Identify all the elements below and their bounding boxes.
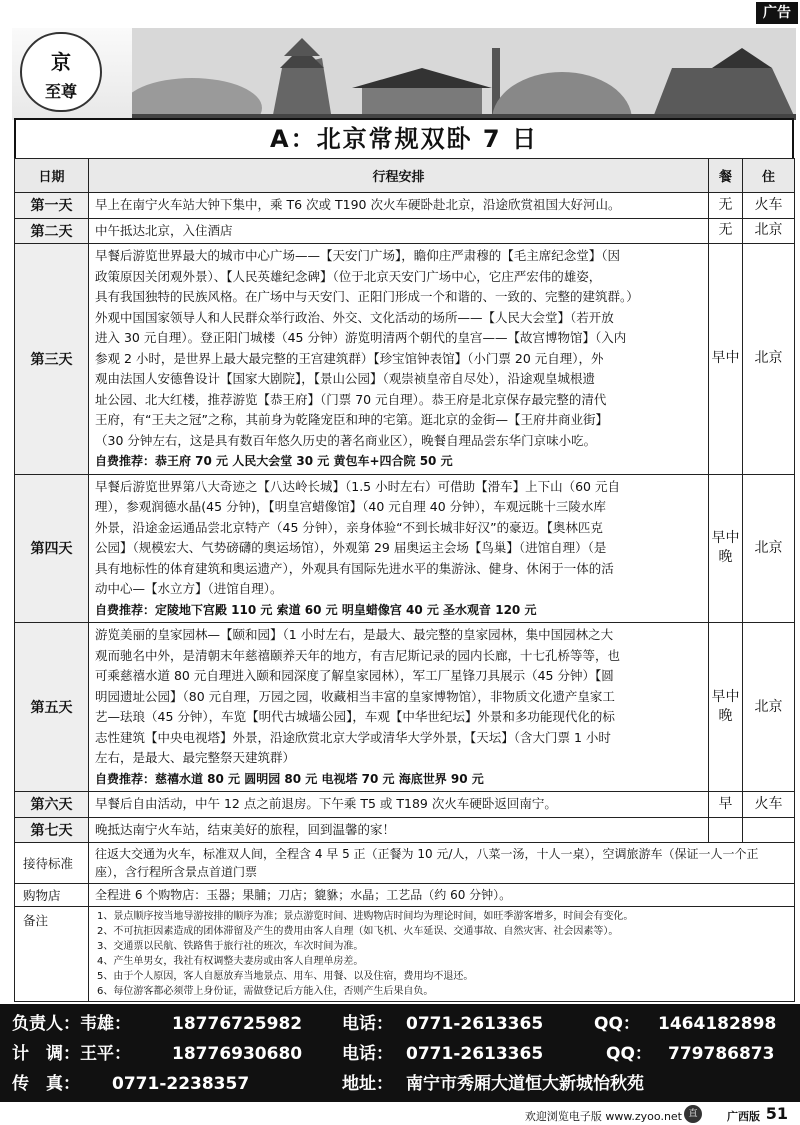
day-label: 第五天 <box>15 623 89 792</box>
note-item: 5、由于个人原因，客人自愿放弃当地景点、用车、用餐、以及住宿，费用均不退还。 <box>97 971 474 982</box>
note-item: 2、不可抗拒因素造成的团体滞留及产生的费用由客人自理（如飞机、火车延误、交通事故、自然灾害、社会因素等）。 <box>97 926 619 937</box>
desc-line: 早上在南宁火车站大钟下集中，乘 T6 次或 T190 次火车硬卧赴北京，沿途欣赏祖国大好河山。 <box>95 197 621 212</box>
header-meal: 餐 <box>709 159 743 193</box>
day-label: 第六天 <box>15 792 89 818</box>
note-item: 6、每位游客都必须带上身份证，需做登记后方能入住，否则产生后果自负。 <box>97 986 434 997</box>
reception-standard-row <box>15 843 795 884</box>
contact-mobile: 18776725982 <box>172 1014 303 1034</box>
day-stay: 火车 <box>743 193 795 219</box>
shopping-label: 购物店 <box>15 884 89 907</box>
footer-edition: 广西版 <box>727 1110 760 1123</box>
page-number: 51 <box>765 1104 788 1123</box>
page-title: A：北京常规双卧 7 日 <box>14 118 794 158</box>
day-stay: 北京 <box>743 474 795 623</box>
contact-qq-label: QQ： <box>606 1044 652 1064</box>
address-label: 地址： <box>342 1074 393 1094</box>
ad-tag: 广告 <box>756 2 798 24</box>
contact-qq: 1464182898 <box>658 1014 777 1034</box>
desc-line: 早餐后自由活动，中午 12 点之前退房。下午乘 T5 或 T189 次火车硬卧返回南宁。 <box>95 796 557 811</box>
desc-line: 具有地标性的体育建筑和奥运遗产），外观具有国际先进水平的集游泳、健身、休闲于一体的活 <box>95 560 614 576</box>
day-stay: 北京 <box>743 218 795 244</box>
fax-label: 传 真： <box>12 1074 80 1094</box>
note-item: 4、产生单男女，我社有权调整夫妻房或由客人自理单房差。 <box>97 956 364 967</box>
reception-label: 接待标准 <box>15 843 89 884</box>
desc-line: （30 分钟左右，这是具有数百年悠久历史的著名商业区），晚餐自理品尝东华门京味小吃。 <box>95 432 597 448</box>
notes-row <box>15 907 795 1002</box>
shopping-text: 全程进 6 个购物店：玉器；果脯；刀店；貔貅；水晶；工艺品（约 60 分钟）。 <box>89 884 795 907</box>
day-meal: 无 <box>709 193 743 219</box>
day-meal: 早中晚 <box>709 623 743 792</box>
contact-mobile: 18776930680 <box>172 1044 303 1064</box>
contact-person-label: 负责人：韦雄： <box>12 1014 131 1034</box>
day-description <box>89 474 709 623</box>
desc-line: 明园遗址公园】（80 元自理，万园之园，收藏相当丰富的皇家博物馆），非物质文化遗产皇家工 <box>95 688 615 704</box>
desc-line: 早餐后游览世界最大的城市中心广场——【天安门广场】，瞻仰庄严肃穆的【毛主席纪念堂】（因 <box>95 248 621 263</box>
footer-welcome: 欢迎浏览电子版 www.zyoo.net <box>524 1110 682 1123</box>
day-label: 第四天 <box>15 474 89 623</box>
day-meal: 早中 <box>709 244 743 475</box>
desc-line: 理），参观润德水晶(45 分钟)，【明皇宫蜡像馆】（40 元自理 40 分钟），车观远眺十三陵水库 <box>95 499 606 514</box>
self-pay-recommendation: 自费推荐：恭王府 70 元 人民大会堂 30 元 黄包车+四合院 50 元 <box>95 454 453 468</box>
itinerary-table <box>14 158 795 1002</box>
desc-line: 左右，是最大、最完整祭天建筑群） <box>95 750 296 765</box>
logo-line2: 至尊 <box>44 82 77 101</box>
logo-line1: 京 <box>51 50 71 74</box>
contact-tel: 0771-2613365 <box>406 1044 544 1064</box>
self-pay-recommendation: 自费推荐：慈禧水道 80 元 圆明园 80 元 电视塔 70 元 海底世界 90 元 <box>95 771 484 786</box>
header-date: 日期 <box>15 159 89 193</box>
day-description <box>89 817 709 843</box>
day-description <box>89 623 709 792</box>
notes-label: 备注 <box>15 907 89 1002</box>
reception-text: 往返大交通为火车，标准双人间，全程含 4 早 5 正（正餐为 10 元/人，八菜一汤，十人一桌），空调旅游车（保证一人一个正座），含行程所含景点首道门票 <box>89 843 795 884</box>
day-stay: 北京 <box>743 244 795 475</box>
note-item: 3、交通票以民航、铁路售于旅行社的班次，车次时间为准。 <box>97 941 364 952</box>
beijing-skyline-image <box>132 28 796 120</box>
note-item: 1、景点顺序按当地导游按排的顺序为准；景点游览时间、进购物店时间均为理论时间，如旺季游客增多，时间会有变化。 <box>97 911 634 922</box>
self-pay-recommendation: 自费推荐：定陵地下宫殿 110 元 索道 60 元 明皇蜡像宫 40 元 圣水观音 120 元 <box>95 602 537 617</box>
desc-line: 动中心—【水立方】（进馆自理）。 <box>95 581 283 596</box>
table-row <box>15 623 795 792</box>
desc-line: 观而驰名中外，是清朝末年慈禧颐养天年的地方，有吉尼斯记录的园内长廊，十七孔桥等等，也 <box>95 647 621 663</box>
desc-line: 志性建筑【中央电视塔】外景，沿途欣赏北京大学或清华大学外景，【天坛】（含大门票 1 小时 <box>95 729 611 745</box>
contact-tel: 0771-2613365 <box>406 1014 544 1034</box>
desc-line: 进入 30 元自理）。登正阳门城楼（45 分钟）游览明清两个朝代的皇宫——【故宫博物馆】（入内 <box>95 330 627 345</box>
day-label: 第三天 <box>15 244 89 475</box>
table-row <box>15 792 795 818</box>
table-row <box>15 474 795 623</box>
table-header-row <box>15 159 795 193</box>
desc-line: 早餐后游览世界第八大奇迹之【八达岭长城】（1.5 小时左右）可借助【滑车】上下山（60 元自 <box>95 478 620 494</box>
desc-line: 具有我国独特的民族风格。在广场中与天安门、正阳门形成一个和谐的、一致的、完整的建筑群。） <box>95 289 639 304</box>
day-meal: 早中晚 <box>709 474 743 623</box>
desc-line: 政策原因关闭观外景）、【人民英雄纪念碑】（位于北京天安门广场中心，它庄严宏伟的雄姿， <box>95 268 602 284</box>
table-row <box>15 817 795 843</box>
contact-tel-label: 电话： <box>342 1044 393 1064</box>
contact-tel-label: 电话： <box>342 1014 393 1034</box>
contact-qq: 779786873 <box>668 1044 775 1064</box>
day-label: 第一天 <box>15 193 89 219</box>
header-banner <box>12 28 796 120</box>
desc-line: 中午抵达北京，入住酒店 <box>95 222 233 238</box>
day-stay: 北京 <box>743 623 795 792</box>
day-label: 第七天 <box>15 817 89 843</box>
table-row <box>15 193 795 219</box>
desc-line: 公园】（规模宏大、气势磅礴的奥运场馆），外观第 29 届奥运主会场【鸟巢】（进馆自理）（是 <box>95 540 607 555</box>
day-stay: 火车 <box>743 792 795 818</box>
day-meal: 无 <box>709 218 743 244</box>
table-row <box>15 244 795 475</box>
fax-number: 0771-2238357 <box>112 1074 250 1094</box>
day-meal: 早 <box>709 792 743 818</box>
day-description <box>89 792 709 818</box>
desc-line: 外观中国国家领导人和人民群众举行政治、外交、文化活动的场所——【人民大会堂】（若开放 <box>95 309 614 325</box>
desc-line: 晚抵达南宁火车站，结束美好的旅程，回到温馨的家！ <box>95 821 396 837</box>
desc-line: 王府，有“王夫之冠”之称，其前身为乾隆宠臣和珅的宅第。逛北京的金街—【王府井商业街】 <box>95 412 608 427</box>
desc-line: 可乘慈禧水道 80 元自理进入颐和园深度了解皇家园林），军工厂星锋刀具展示（45 分钟）【圆 <box>95 668 614 683</box>
notes-list <box>89 907 795 1002</box>
desc-line: 址公园、北大红楼，推荐游览【恭王府】（门票 70 元自理）。恭王府是北京保存最完整的清代 <box>95 391 607 407</box>
desc-line: 游览美丽的皇家园林—【颐和园】（1 小时左右，是最大、最完整的皇家园林，集中国园林之大 <box>95 627 614 642</box>
contact-block <box>0 1004 800 1102</box>
page-footer <box>0 1102 800 1125</box>
desc-line: 参观 2 小时，是世界上最大最完整的王宫建筑群）【珍宝馆钟表馆】（小门票 20 元自理），外 <box>95 350 604 366</box>
address-text: 南宁市秀厢大道恒大新城怡秋苑 <box>406 1074 644 1094</box>
desc-line: 艺—珐琅（45 分钟），车览【明代古城墙公园】，车观【中华世纪坛】外景和多功能现代化的标 <box>95 709 615 724</box>
publisher-icon: 直 <box>684 1105 702 1123</box>
day-meal <box>709 817 743 843</box>
day-description <box>89 193 709 219</box>
day-description <box>89 218 709 244</box>
day-description <box>89 244 709 475</box>
desc-line: 观由法国人安德鲁设计【国家大剧院】，【景山公园】（观崇祯皇帝自尽处），沿途观皇城根遗 <box>95 371 596 386</box>
header-schedule: 行程安排 <box>89 159 709 193</box>
day-stay <box>743 817 795 843</box>
day-label: 第二天 <box>15 218 89 244</box>
table-row <box>15 218 795 244</box>
shopping-row <box>15 884 795 907</box>
desc-line: 外景，沿途金运通品尝北京特产（45 分钟），亲身体验“不到长城非好汉”的豪迈。【奥林匹克 <box>95 519 603 535</box>
brand-logo <box>20 32 102 112</box>
header-stay: 住 <box>743 159 795 193</box>
contact-person-label: 计 调：王平： <box>12 1044 131 1064</box>
contact-qq-label: QQ： <box>594 1014 640 1034</box>
